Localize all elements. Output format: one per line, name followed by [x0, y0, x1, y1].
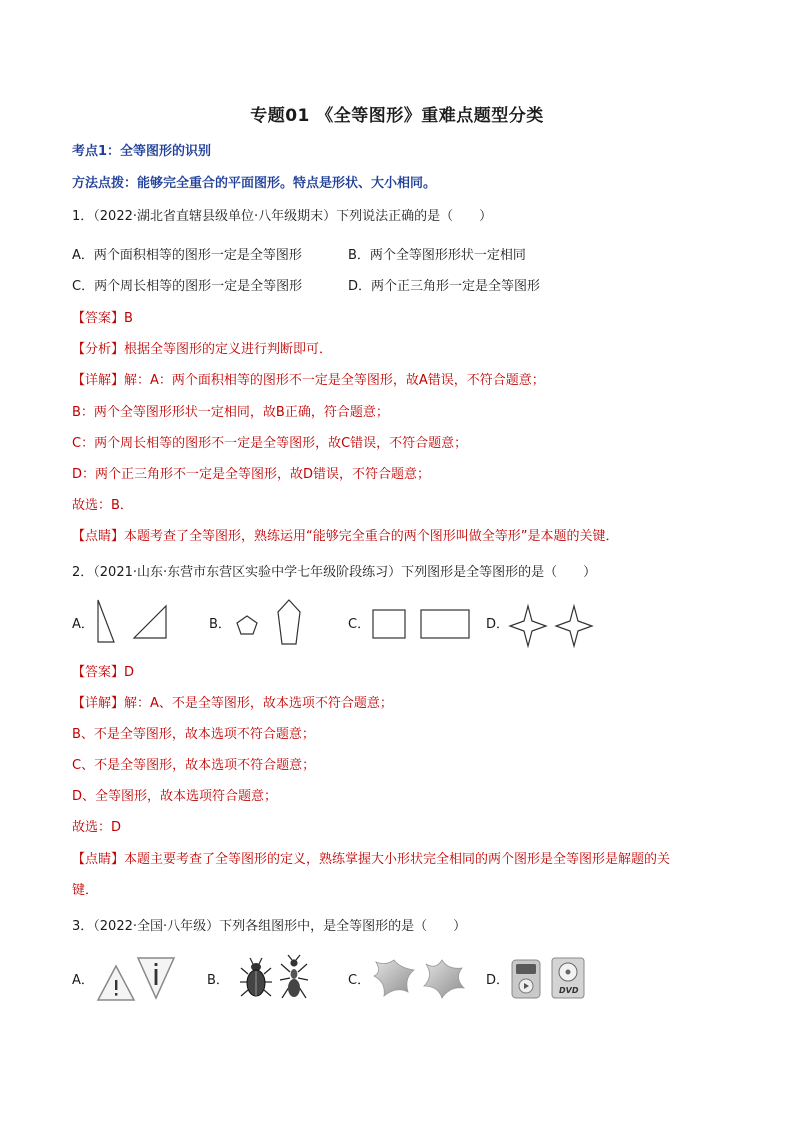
- q1-option-a: A．两个面积相等的图形一定是全等图形: [72, 248, 302, 263]
- q2-option-c-squares-icon: [371, 596, 481, 646]
- q3-figures: [72, 954, 632, 1014]
- q2-detail: [72, 695, 393, 713]
- dvd-label: DVD: [559, 986, 579, 995]
- detail-text: 解：A：两个面积相等的图形不一定是全等图形，故A错误，不符合题意；: [124, 373, 545, 388]
- q1-detail-line-4: D：两个正三角形不一定是全等图形，故D错误，不符合题意；: [72, 467, 431, 482]
- q2-choose: 故选：D: [72, 820, 122, 835]
- answer-tag: 【答案】: [72, 311, 125, 326]
- q3-stem: 3．（2022·全国·八年级）下列各组图形中，是全等图形的是（ ）: [72, 919, 467, 934]
- answer-value: B: [124, 311, 133, 326]
- q1-stem: 1．（2022·湖北省直辖县级单位·八年级期末）下列说法正确的是（ ）: [72, 209, 493, 224]
- q3-option-c-star-shapes-icon: [370, 954, 480, 1004]
- q2-comment-line-2: 键．: [72, 883, 99, 898]
- detail-tag: 【详解】: [72, 696, 125, 711]
- detail-tag: 【详解】: [72, 373, 125, 388]
- comment-text: 本题主要考查了全等图形的定义，熟练掌握大小形状完全相同的两个图形是全等图形是解题的关: [124, 852, 671, 867]
- q1-option-c: C．两个周长相等的图形一定是全等图形: [72, 279, 303, 294]
- topic-heading: 考点1：全等图形的识别: [72, 144, 212, 159]
- q1-comment: [72, 528, 619, 546]
- q2-stem: 2．（2021·山东·东营市东营区实验中学七年级阶段练习）下列图形是全等图形的是（ ）: [72, 565, 597, 580]
- q1-detail: [72, 372, 545, 390]
- q3-label-a: A．: [72, 973, 94, 988]
- q2-label-c: C．: [348, 617, 371, 632]
- q1-choose: 故选：B．: [72, 498, 133, 513]
- q2-option-a-triangles-icon: [94, 596, 194, 646]
- q2-label-a: A．: [72, 617, 94, 632]
- q2-comment: [72, 851, 670, 869]
- q2-figures: [72, 596, 632, 656]
- answer-tag: 【答案】: [72, 665, 125, 680]
- answer-value: D: [124, 665, 135, 680]
- q1-detail-line-2: B：两个全等图形形状一定相同，故B正确，符合题意；: [72, 405, 389, 420]
- q2-label-d: D．: [486, 617, 510, 632]
- q1-answer: [72, 310, 133, 328]
- q3-option-b-bugs-icon: [238, 954, 318, 1004]
- q1-option-b: B．两个全等图形形状一定相同: [348, 248, 526, 263]
- q2-detail-line-4: D、全等图形，故本选项符合题意；: [72, 789, 278, 804]
- comment-tag: 【点睛】: [72, 529, 125, 544]
- analysis-text: 根据全等图形的定义进行判断即可．: [124, 342, 333, 357]
- analysis-tag: 【分析】: [72, 342, 125, 357]
- q1-option-d: D．两个正三角形一定是全等图形: [348, 279, 541, 294]
- q3-option-d-media-icons-icon: [510, 954, 590, 1004]
- method-tip: 方法点拨：能够完全重合的平面图形。特点是形状、大小相同。: [72, 176, 437, 191]
- q3-option-a-warning-signs-icon: [96, 954, 176, 1004]
- q2-answer: [72, 664, 134, 682]
- q3-label-c: C．: [348, 973, 371, 988]
- q2-detail-line-3: C、不是全等图形，故本选项不符合题意；: [72, 758, 316, 773]
- comment-tag: 【点睛】: [72, 852, 125, 867]
- comment-text: 本题考查了全等图形，熟练运用“能够完全重合的两个图形叫做全等形”是本题的关键．: [124, 529, 619, 544]
- q2-option-d-stars-icon: [510, 596, 610, 652]
- q3-label-b: B．: [207, 973, 229, 988]
- page-title: 专题01 《全等图形》重难点题型分类: [250, 106, 544, 126]
- q1-detail-line-3: C：两个周长相等的图形不一定是全等图形，故C错误，不符合题意；: [72, 436, 468, 451]
- detail-text: 解：A、不是全等图形，故本选项不符合题意；: [124, 696, 393, 711]
- q2-option-b-pentagons-icon: [232, 596, 332, 648]
- q3-label-d: D．: [486, 973, 510, 988]
- q1-analysis: [72, 341, 332, 359]
- q2-label-b: B．: [209, 617, 231, 632]
- q2-detail-line-2: B、不是全等图形，故本选项不符合题意；: [72, 727, 315, 742]
